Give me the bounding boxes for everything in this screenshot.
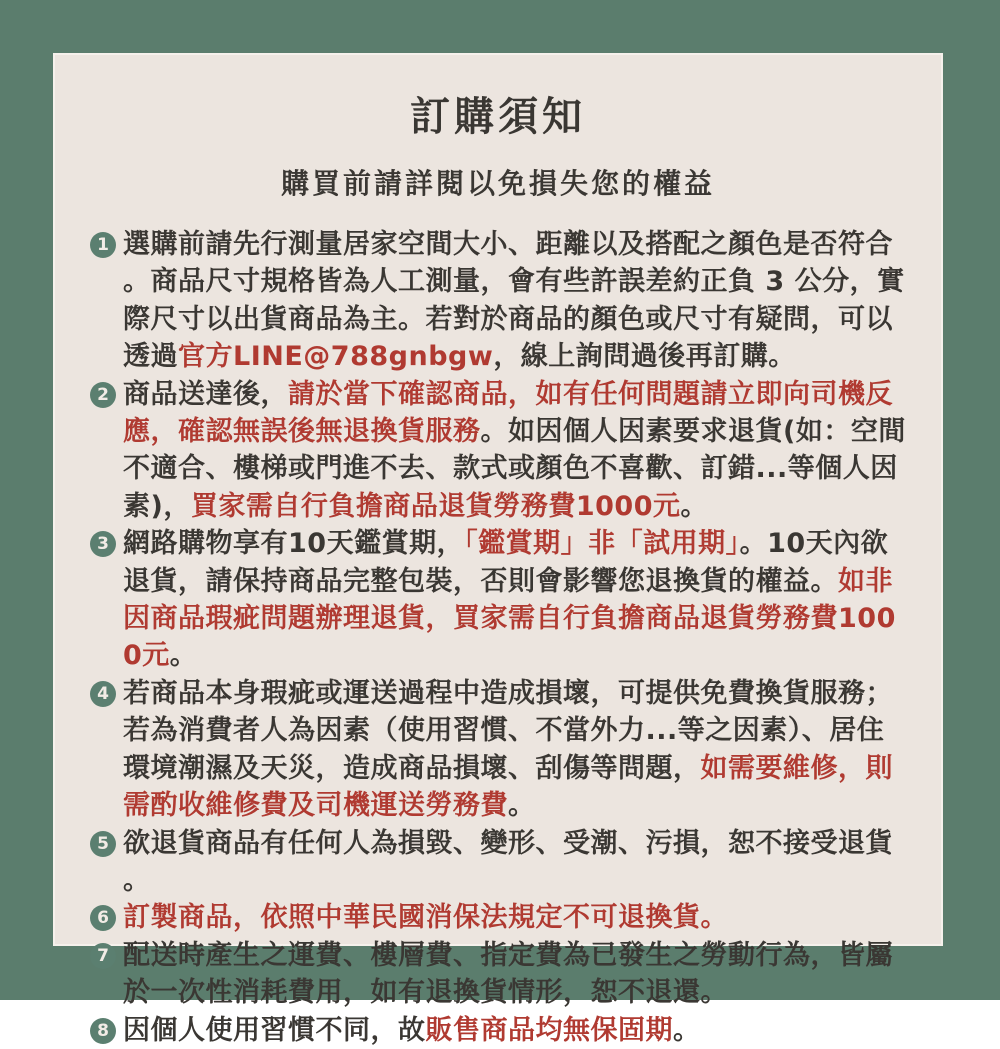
notice-item xyxy=(90,226,909,376)
notice-text-segment: 。 xyxy=(169,640,198,672)
notice-text-segment: 網路購物享有10天鑑賞期， xyxy=(123,528,465,560)
notice-text xyxy=(123,376,909,526)
notice-panel xyxy=(53,53,943,1046)
notice-text-segment: ，線上詢問過後再訂購。 xyxy=(493,341,796,373)
notice-number-badge: 2 xyxy=(90,382,116,408)
notice-text-segment: 。 xyxy=(673,1014,701,1046)
page-title: 訂購須知 xyxy=(410,94,586,140)
notice-text-segment: 若商品本身瑕疵或運送過程中造成損壞，可提供免費換貨服務；若為消費者人為因素（使用習慣、不當外力...等之因素）、居住環境潮濕及天災，造成商品損壞、刮傷等問題， xyxy=(123,677,893,784)
notice-text-highlight: 「鑑賞期」非「試用期」 xyxy=(464,528,740,560)
notice-text-highlight: 販售商品均無保固期 xyxy=(425,1014,673,1046)
notice-item xyxy=(90,937,909,1012)
notice-item xyxy=(90,675,909,825)
notice-text-highlight: 請於當下確認商品，如有任何問題請立即向司機反應，確認無誤後無退換貨服務 xyxy=(123,378,893,448)
notice-text-segment: 配送時產生之運費、樓層費、指定費為已發生之勞動行為，皆屬於一次性消耗費用，如有退換貨情形，恕不退還。 xyxy=(123,939,893,1009)
notice-text-segment: 。如因個人因素要求退貨(如：空間不適合、樓梯或門進不去、款式或顏色不喜歡、訂錯...等個人因素)， xyxy=(123,416,906,522)
notice-text-segment: 。10天內欲退貨，請保持商品完整包裝，否則會影響您退換貨的權益。 xyxy=(123,528,889,597)
notice-text xyxy=(123,675,909,825)
notice-item xyxy=(90,825,909,900)
notice-item xyxy=(90,376,909,526)
notice-number-badge: 6 xyxy=(90,905,116,931)
notice-text xyxy=(123,1012,909,1049)
notice-text-highlight: 如非因商品瑕疵問題辦理退貨，買家需自行負擔商品退貨勞務費1000元 xyxy=(123,565,896,672)
notice-text-segment: 選購前請先行測量居家空間大小、距離以及搭配之顏色是否符合。商品尺寸規格皆為人工測量，會有些許誤差約正負 3 公分，實際尺寸以出貨商品為主。若對於商品的顏色或尺寸有疑問，可以透過 xyxy=(123,229,905,373)
notice-number-badge: 7 xyxy=(90,943,116,969)
notice-number-badge: 5 xyxy=(90,831,116,857)
notice-text xyxy=(123,937,909,1012)
notice-text-segment: 。 xyxy=(508,790,536,822)
notice-number-badge: 1 xyxy=(90,232,116,258)
notice-text xyxy=(123,899,909,936)
notice-list xyxy=(55,226,941,1049)
notice-text-highlight: 如需要維修，則需酌收維修費及司機運送勞務費 xyxy=(123,752,893,822)
notice-text-segment: 欲退貨商品有任何人為損毀、變形、受潮、污損，恕不接受退貨。 xyxy=(123,827,893,896)
page-subtitle: 購買前請詳閱以免損失您的權益 xyxy=(280,167,715,200)
notice-item xyxy=(90,899,909,936)
notice-text-highlight: 買家需自行負擔商品退貨勞務費1000元 xyxy=(190,490,681,522)
notice-item xyxy=(90,525,909,675)
notice-number-badge: 3 xyxy=(90,531,116,557)
notice-text-segment: 商品送達後， xyxy=(123,378,288,410)
notice-number-badge: 4 xyxy=(90,681,116,707)
notice-text xyxy=(123,226,909,376)
notice-text-segment: 。 xyxy=(680,490,708,522)
notice-number-badge: 8 xyxy=(90,1018,116,1044)
notice-item xyxy=(90,1012,909,1049)
notice-text-highlight: 官方LINE@788gnbgw xyxy=(178,341,494,373)
notice-text-highlight: 訂製商品，依照中華民國消保法規定不可退換貨。 xyxy=(123,902,728,934)
notice-text-segment: 因個人使用習慣不同，故 xyxy=(123,1014,426,1046)
notice-text xyxy=(123,525,909,675)
notice-text xyxy=(123,825,909,900)
